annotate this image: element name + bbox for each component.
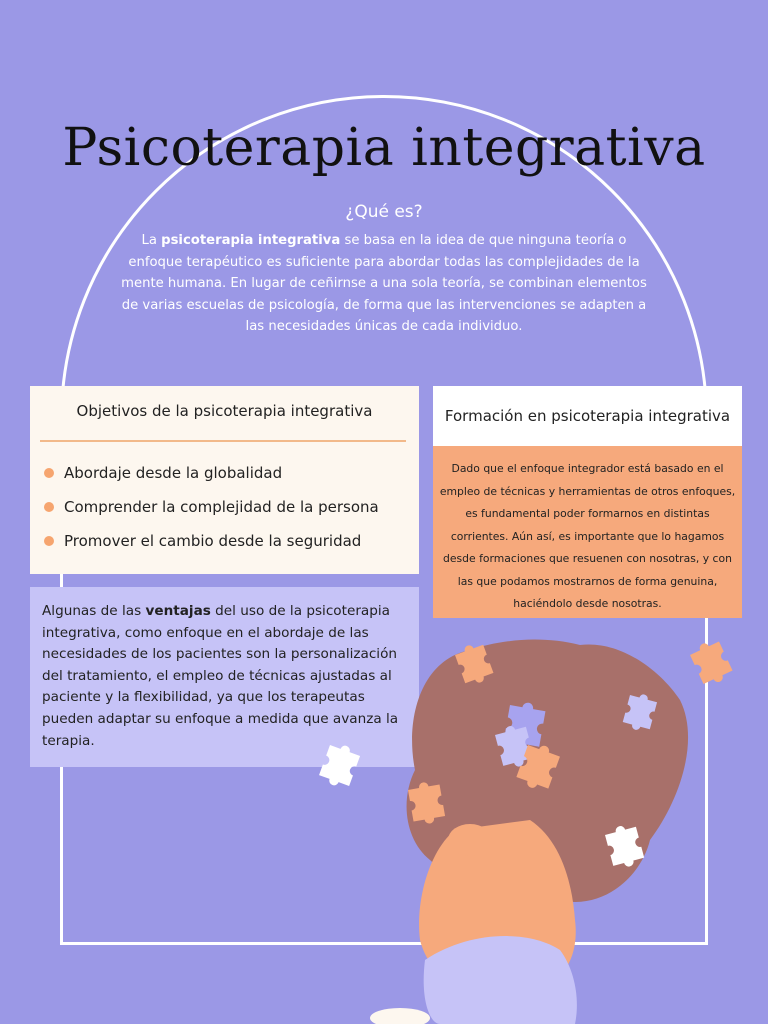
intro-paragraph: [120, 230, 648, 338]
training-heading-box: [433, 386, 742, 446]
objective-text: Comprender la complejidad de la persona: [64, 498, 379, 516]
objective-text: Promover el cambio desde la seguridad: [64, 532, 362, 550]
bullet-dot: [44, 502, 54, 512]
advantages-text-rest: del uso de la psicoterapia integrativa, como enfoque en el abordaje de las necesidades de los pacientes son la personalización del tratamiento, el empleo de técnicas ajustadas al paciente y la flexibilidad, ya que los terapeutas pueden adaptar su enfoque a medida que avanza la terapia.: [42, 603, 399, 749]
objectives-card: [30, 386, 419, 574]
advantages-highlight: ventajas: [145, 603, 211, 619]
feet: [370, 1008, 430, 1024]
objective-item: [44, 524, 379, 558]
page-title: Psicoterapia integrativa: [62, 118, 706, 178]
intro-text-rest: se basa en la idea de que ninguna teoría o enfoque terapéutico es suficiente para abordar todas las complejidades de la mente humana. En lugar de ceñirnse a una sola teoría, se combinan elementos de varias escuelas de psicología, de forma que las intervenciones se adapten a las necesidades únicas de cada individuo.: [121, 233, 647, 334]
legs: [424, 936, 577, 1024]
objectives-divider: [40, 440, 406, 442]
advantages-card: [30, 587, 419, 767]
training-body: Dado que el enfoque integrador está basado en el empleo de técnicas y herramientas de otros enfoques, es fundamental poder formarnos en distintas corrientes. Aún así, es importante que lo hagamos desde formaciones que resuenen con nosotras, y con las que podamos mostrarnos de forma genuina, haciéndolo desde nosotras.: [433, 446, 742, 618]
training-heading: Formación en psicoterapia integrativa: [444, 406, 731, 425]
intro-highlight: psicoterapia integrativa: [161, 233, 341, 248]
objectives-heading: Objetivos de la psicoterapia integrativa: [76, 402, 373, 420]
objectives-list: [44, 456, 379, 558]
objective-text: Abordaje desde la globalidad: [64, 464, 283, 482]
objective-item: [44, 490, 379, 524]
intro-text-start: La: [141, 233, 162, 248]
objective-item: [44, 456, 379, 490]
advantages-text-start: Algunas de las: [42, 603, 146, 619]
section-subtitle: ¿Qué es?: [345, 202, 423, 222]
bullet-dot: [44, 468, 54, 478]
bullet-dot: [44, 536, 54, 546]
